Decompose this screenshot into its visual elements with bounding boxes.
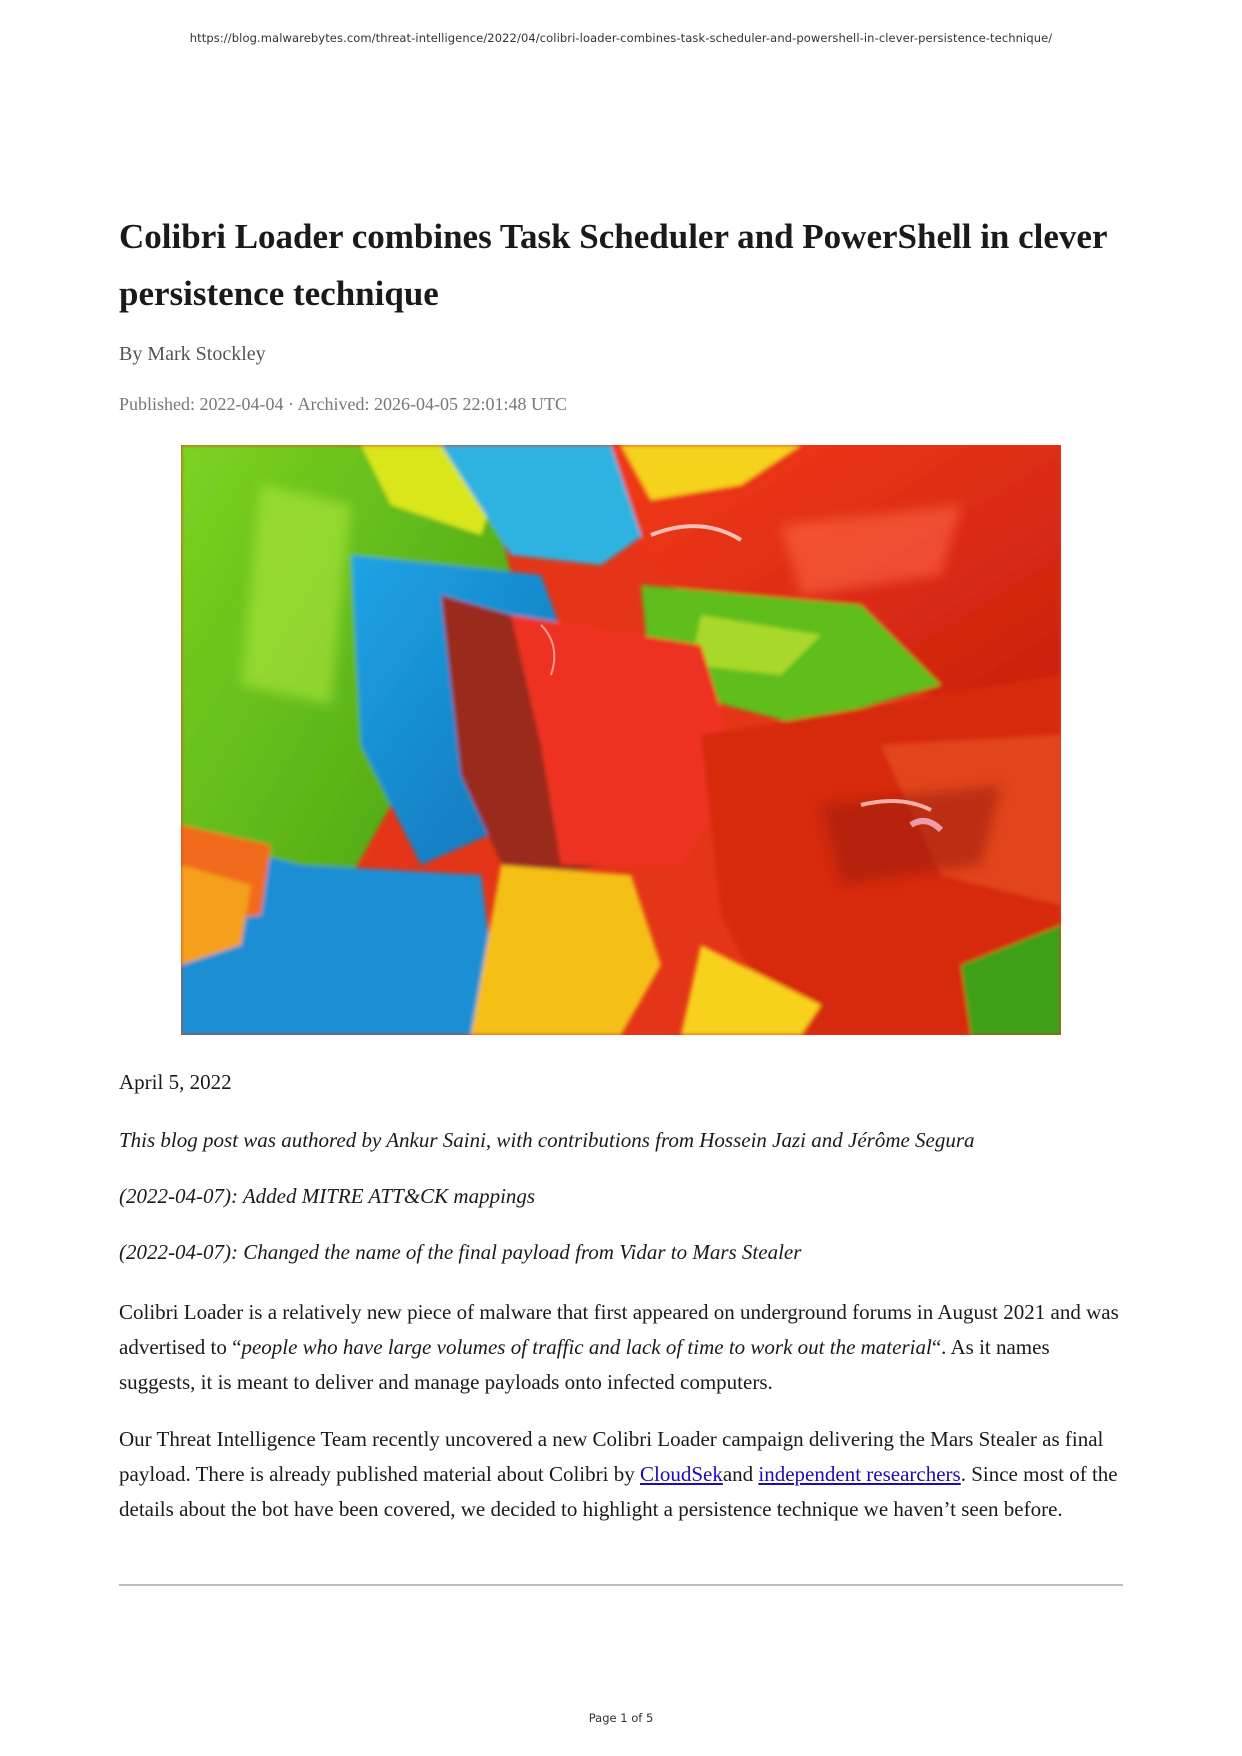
- page-number: Page 1 of 5: [588, 1711, 654, 1725]
- paragraph-text: “. As it names suggests, it is meant to deliver and manage payloads onto infected computers.: [119, 1335, 1050, 1394]
- paragraph-text: Our Threat Intelligence Team recently uncovered a new Colibri Loader campaign delivering the Mars Stealer as final payload. There is already published material about Colibri by: [119, 1427, 1104, 1486]
- independent-researchers-link[interactable]: independent researchers: [758, 1462, 961, 1486]
- quoted-text: people who have large volumes of traffic and lack of time to work out the material: [241, 1335, 932, 1359]
- article-title: Colibri Loader combines Task Scheduler and PowerShell in clever persistence technique: [119, 217, 1107, 313]
- divider: [119, 1584, 1123, 1586]
- campaign-paragraph: [119, 1422, 1123, 1527]
- paragraph-text: Colibri Loader is a relatively new piece of malware that first appeared on underground forums in August 2021 and was advertised to “: [119, 1300, 1119, 1359]
- paragraph-text: and: [722, 1462, 759, 1486]
- article-byline: By Mark Stockley: [119, 343, 266, 365]
- paragraph-text: . Since most of the details about the bot have been covered, we decided to highlight a persistence technique we haven’t seen before.: [119, 1462, 1118, 1521]
- abstract-paint-image: [181, 445, 1061, 1035]
- author-note: This blog post was authored by Ankur Saini, with contributions from Hossein Jazi and Jérôme Segura: [119, 1128, 975, 1152]
- article-date: April 5, 2022: [119, 1070, 232, 1094]
- update-note: (2022-04-07): Changed the name of the final payload from Vidar to Mars Stealer: [119, 1240, 802, 1264]
- intro-paragraph: [119, 1295, 1123, 1400]
- update-note: (2022-04-07): Added MITRE ATT&CK mappings: [119, 1184, 536, 1208]
- cloudsek-link[interactable]: CloudSek: [639, 1462, 723, 1486]
- article-meta: Published: 2022-04-04 · Archived: 2026-04-05 22:01:48 UTC: [119, 394, 567, 414]
- page-url-header: https://blog.malwarebytes.com/threat-intelligence/2022/04/colibri-loader-combines-task-scheduler-and-powershell-in-clever-persistence-technique/: [189, 31, 1053, 45]
